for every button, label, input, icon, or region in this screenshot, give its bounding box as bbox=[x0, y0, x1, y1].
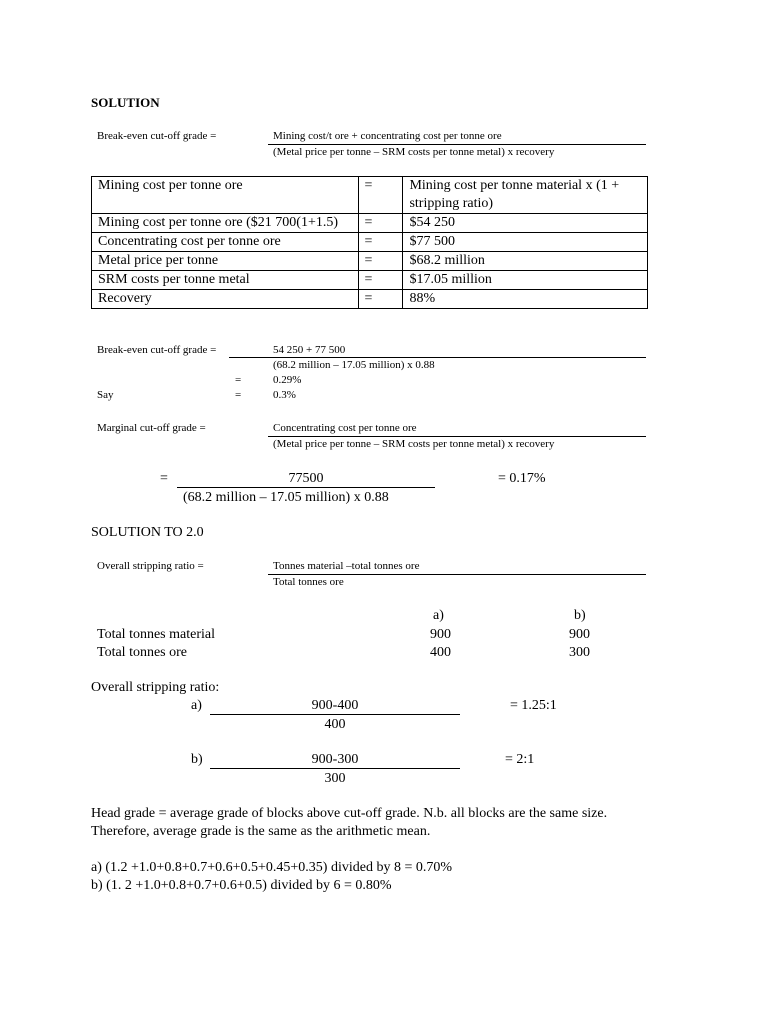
head-grade-item-a: a) (1.2 +1.0+0.8+0.7+0.6+0.5+0.45+0.35) divided by 8 = 0.70% bbox=[91, 860, 453, 875]
table-cell-eq bbox=[358, 271, 403, 290]
table-cell-value bbox=[403, 271, 648, 290]
fraction-bar bbox=[177, 487, 435, 488]
table-row bbox=[92, 177, 648, 214]
cost-table bbox=[91, 176, 648, 309]
cell-text: = bbox=[364, 253, 373, 268]
fraction-bar bbox=[229, 357, 646, 358]
stripping-formula-denominator: Total tonnes ore bbox=[273, 576, 344, 588]
marginal-formula-label: Marginal cut-off grade = bbox=[97, 422, 206, 434]
table-row bbox=[92, 233, 648, 252]
table-cell-item bbox=[92, 290, 359, 309]
cell-text: = bbox=[364, 291, 373, 306]
marginal-calc-numerator: 77500 bbox=[288, 471, 324, 486]
row-label: Total tonnes ore bbox=[97, 645, 187, 660]
row-value-a: 900 bbox=[430, 627, 451, 642]
item-tag: b) bbox=[191, 752, 203, 767]
stripping-b-denominator: 300 bbox=[324, 771, 346, 786]
cell-text: $77 500 bbox=[409, 234, 455, 249]
stripping-b-numerator: 900-300 bbox=[311, 752, 359, 767]
cell-text: = bbox=[364, 215, 373, 230]
marginal-calc-denominator: (68.2 million – 17.05 million) x 0.88 bbox=[183, 490, 389, 505]
fraction-bar bbox=[210, 768, 460, 769]
table-cell-value bbox=[403, 233, 648, 252]
stripping-b-result: = 2:1 bbox=[505, 752, 535, 767]
table-cell-eq bbox=[358, 233, 403, 252]
cell-text: Metal price per tonne bbox=[98, 253, 219, 268]
solution2-heading: SOLUTION TO 2.0 bbox=[91, 525, 204, 540]
stripping-a-result: = 1.25:1 bbox=[510, 698, 557, 713]
cell-text: Mining cost per tonne material x (1 + stripping ratio) bbox=[409, 178, 620, 211]
breakeven-calc-numerator: 54 250 + 77 500 bbox=[273, 344, 346, 356]
item-tag: a) bbox=[191, 698, 202, 713]
table-cell-item bbox=[92, 271, 359, 290]
breakeven-formula-numerator: Mining cost/t ore + concentrating cost per tonne ore bbox=[273, 130, 502, 142]
cell-text: 88% bbox=[409, 291, 436, 306]
table-row bbox=[92, 271, 648, 290]
cell-text: = bbox=[364, 178, 373, 193]
cell-text: Mining cost per tonne ore bbox=[98, 178, 243, 193]
stripping-formula-label: Overall stripping ratio = bbox=[97, 560, 204, 572]
table-row bbox=[92, 290, 648, 309]
cell-text: $68.2 million bbox=[409, 253, 485, 268]
table-row bbox=[92, 252, 648, 271]
table-cell-eq bbox=[358, 290, 403, 309]
fraction-bar bbox=[268, 574, 646, 575]
marginal-formula-numerator: Concentrating cost per tonne ore bbox=[273, 422, 417, 434]
cell-text: = bbox=[364, 272, 373, 287]
stripping-calc-label: Overall stripping ratio: bbox=[91, 680, 220, 695]
table-cell-item bbox=[92, 233, 359, 252]
table-cell-item bbox=[92, 252, 359, 271]
stripping-a-denominator: 400 bbox=[324, 717, 346, 732]
table-cell-value bbox=[403, 290, 648, 309]
equals-sign: = bbox=[235, 374, 242, 386]
table-cell-item bbox=[92, 214, 359, 233]
breakeven-calc-label: Break-even cut-off grade = bbox=[97, 344, 217, 356]
stripping-formula-numerator: Tonnes material –total tonnes ore bbox=[273, 560, 420, 572]
breakeven-formula-label: Break-even cut-off grade = bbox=[97, 130, 217, 142]
cell-text: $54 250 bbox=[409, 215, 455, 230]
cell-text: $17.05 million bbox=[409, 272, 492, 287]
equals-sign: = bbox=[235, 389, 242, 401]
cell-text: = bbox=[364, 234, 373, 249]
fraction-bar bbox=[268, 436, 646, 437]
fraction-bar bbox=[268, 144, 646, 145]
row-value-b: 900 bbox=[569, 627, 590, 642]
breakeven-result: 0.29% bbox=[273, 374, 302, 386]
stripping-a-numerator: 900-400 bbox=[311, 698, 359, 713]
breakeven-rounded-result: 0.3% bbox=[273, 389, 296, 401]
row-value-b: 300 bbox=[569, 645, 590, 660]
solution-heading: SOLUTION bbox=[91, 95, 160, 110]
table-cell-eq bbox=[358, 177, 403, 214]
breakeven-formula-denominator: (Metal price per tonne – SRM costs per tonne metal) x recovery bbox=[273, 146, 555, 158]
head-grade-item-b: b) (1. 2 +1.0+0.8+0.7+0.6+0.5) divided by 6 = 0.80% bbox=[91, 878, 392, 893]
column-header-b: b) bbox=[574, 608, 586, 623]
table-cell-value bbox=[403, 214, 648, 233]
column-header-a: a) bbox=[433, 608, 444, 623]
row-value-a: 400 bbox=[430, 645, 451, 660]
table-cell-value bbox=[403, 252, 648, 271]
cell-text: Concentrating cost per tonne ore bbox=[98, 234, 281, 249]
cell-text: Mining cost per tonne ore ($21 700(1+1.5) bbox=[98, 215, 339, 230]
head-grade-line2: Therefore, average grade is the same as the arithmetic mean. bbox=[91, 824, 431, 839]
row-label: Total tonnes material bbox=[97, 627, 215, 642]
head-grade-line1: Head grade = average grade of blocks above cut-off grade. N.b. all blocks are the same size. bbox=[91, 806, 608, 821]
breakeven-calc-denominator: (68.2 million – 17.05 million) x 0.88 bbox=[273, 359, 435, 371]
marginal-formula-denominator: (Metal price per tonne – SRM costs per tonne metal) x recovery bbox=[273, 438, 555, 450]
table-row bbox=[92, 214, 648, 233]
fraction-bar bbox=[210, 714, 460, 715]
table-cell-value bbox=[403, 177, 648, 214]
table-cell-eq bbox=[358, 214, 403, 233]
cell-text: Recovery bbox=[98, 291, 152, 306]
table-cell-item bbox=[92, 177, 359, 214]
marginal-result: = 0.17% bbox=[498, 471, 546, 486]
equals-sign: = bbox=[160, 471, 168, 486]
table-cell-eq bbox=[358, 252, 403, 271]
say-label: Say bbox=[97, 389, 114, 401]
cell-text: SRM costs per tonne metal bbox=[98, 272, 250, 287]
